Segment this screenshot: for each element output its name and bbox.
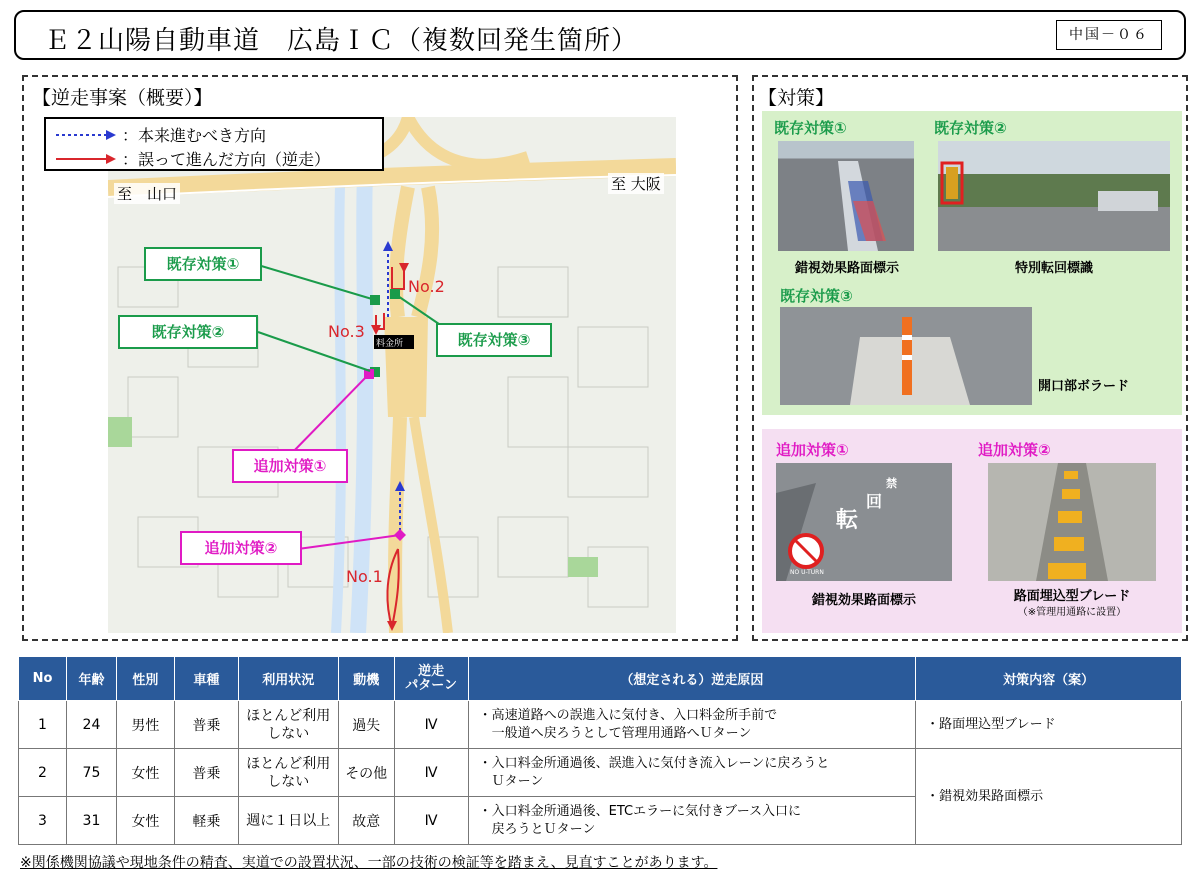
added-road-marking-graphic — [776, 463, 952, 581]
tollgate-label: 料金所 — [376, 339, 404, 349]
cell-no: 3 — [19, 797, 67, 845]
existing-1-caption: 錯視効果路面標示 — [794, 261, 899, 276]
cell-no: 1 — [19, 701, 67, 749]
added-1-label: 追加対策① — [776, 441, 849, 459]
added-measures-box — [762, 429, 1182, 633]
incident-panel — [22, 75, 738, 641]
code-badge: 中国－０６ — [1056, 20, 1162, 50]
cell-motive: 故意 — [338, 797, 394, 845]
cell-cause: ・入口料金所通過後、誤進入に気付き流入レーンに戻ろうと Ｕターン — [468, 749, 916, 797]
col-header-gender: 性別 — [116, 657, 174, 701]
photo-embedded-blade — [988, 463, 1156, 581]
col-header-vehicle: 車種 — [174, 657, 238, 701]
cell-gender: 女性 — [116, 749, 174, 797]
existing-1-label: 既存対策① — [774, 119, 847, 137]
map-legend — [44, 117, 384, 171]
photo-special-uturn-sign — [938, 141, 1170, 251]
legend-red-text: ：誤って進んだ方向（逆走） — [122, 150, 331, 169]
cell-pattern: Ⅳ — [394, 701, 468, 749]
measures-panel-title: 【対策】 — [758, 87, 835, 109]
incident-no2-label: No.2 — [408, 277, 445, 296]
added-2-label: 追加対策② — [978, 441, 1051, 459]
cell-cause: ・入口料金所通過後、ETCエラーに気付きブース入口に 戻ろうとＵターン — [468, 797, 916, 845]
legend-row-red — [56, 147, 330, 170]
cell-pattern: Ⅳ — [394, 797, 468, 845]
incident-panel-title: 【逆走事案（概要）】 — [32, 87, 213, 109]
callout-existing-1: 既存対策① — [144, 247, 262, 281]
col-header-no: No — [19, 657, 67, 701]
callout-added-2: 追加対策② — [180, 531, 302, 565]
cell-age: 24 — [66, 701, 116, 749]
red-arrow-icon — [56, 153, 116, 165]
added-1-caption: 錯視効果路面標示 — [811, 593, 916, 608]
photo-opening-bollard — [780, 307, 1032, 405]
cell-motive: 過失 — [338, 701, 394, 749]
cell-age: 31 — [66, 797, 116, 845]
callout-existing-3: 既存対策③ — [436, 323, 552, 357]
cell-vehicle: 軽乗 — [174, 797, 238, 845]
cell-measure: ・路面埋込型ブレード — [916, 701, 1182, 749]
cell-vehicle: 普乗 — [174, 749, 238, 797]
photo-added-road-marking — [776, 463, 952, 581]
cell-measure: ・錯視効果路面標示 — [916, 749, 1182, 845]
existing-3-label: 既存対策③ — [780, 287, 853, 305]
place-label-west: 至 山口 — [114, 183, 180, 204]
cell-vehicle: 普乗 — [174, 701, 238, 749]
photo-illusion-road-marking — [778, 141, 914, 251]
existing-3-caption: 開口部ボラード — [1038, 379, 1130, 394]
page-title: Ｅ２山陽自動車道 広島ＩＣ（複数回発生箇所） — [44, 26, 639, 56]
callout-added-1: 追加対策① — [232, 449, 348, 483]
col-header-motive: 動機 — [338, 657, 394, 701]
existing-2-label: 既存対策② — [934, 119, 1007, 137]
place-label-east: 至 大阪 — [608, 173, 664, 194]
legend-row-blue — [56, 123, 266, 146]
col-header-usage: 利用状況 — [238, 657, 338, 701]
col-header-cause: （想定される）逆走原因 — [468, 657, 916, 701]
cell-gender: 男性 — [116, 701, 174, 749]
table-row — [19, 701, 1182, 749]
col-header-age: 年齢 — [66, 657, 116, 701]
no-uturn-sign-text: NO U-TURN — [790, 569, 824, 576]
col-header-measures: 対策内容（案） — [916, 657, 1182, 701]
cell-gender: 女性 — [116, 797, 174, 845]
table-row — [19, 749, 1182, 797]
blue-dotted-arrow-icon — [56, 129, 116, 141]
footnote: ※関係機関協議や現地条件の精査、実道での設置状況、一部の技術の検証等を踏まえ、見直すことがあります。 — [20, 855, 718, 871]
bollard-graphic — [780, 307, 1032, 405]
table-header-row — [19, 657, 1182, 701]
cell-age: 75 — [66, 749, 116, 797]
road-text-kai: 回 — [866, 492, 883, 511]
existing-measures-box — [762, 111, 1182, 415]
road-marking-graphic — [778, 141, 914, 251]
incident-no3-label: No.3 — [328, 322, 365, 341]
road-text-ten: 転 — [836, 508, 859, 533]
road-text-kin: 禁 — [886, 477, 897, 490]
cell-motive: その他 — [338, 749, 394, 797]
cell-usage: ほとんど利用 しない — [238, 701, 338, 749]
legend-blue-text: ：本来進むべき方向 — [122, 126, 267, 145]
added-2-caption: 路面埋込型ブレード — [1013, 589, 1131, 604]
cell-no: 2 — [19, 749, 67, 797]
cell-usage: ほとんど利用 しない — [238, 749, 338, 797]
blade-graphic — [988, 463, 1156, 581]
incident-table — [18, 656, 1182, 845]
cell-pattern: Ⅳ — [394, 749, 468, 797]
col-header-pattern: 逆走 パターン — [394, 657, 468, 701]
cell-cause: ・高速道路への誤進入に気付き、入口料金所手前で 一般道へ戻ろうとして管理用通路へＵターン — [468, 701, 916, 749]
callout-existing-2: 既存対策② — [118, 315, 258, 349]
title-bar — [14, 10, 1186, 60]
cell-usage: 週に１日以上 — [238, 797, 338, 845]
added-2-note: （※管理用通路に設置） — [1017, 607, 1127, 618]
incident-no1-label: No.1 — [346, 567, 383, 586]
measures-panel — [752, 75, 1188, 641]
existing-2-caption: 特別転回標識 — [1014, 261, 1093, 276]
uturn-sign-graphic — [938, 141, 1170, 251]
